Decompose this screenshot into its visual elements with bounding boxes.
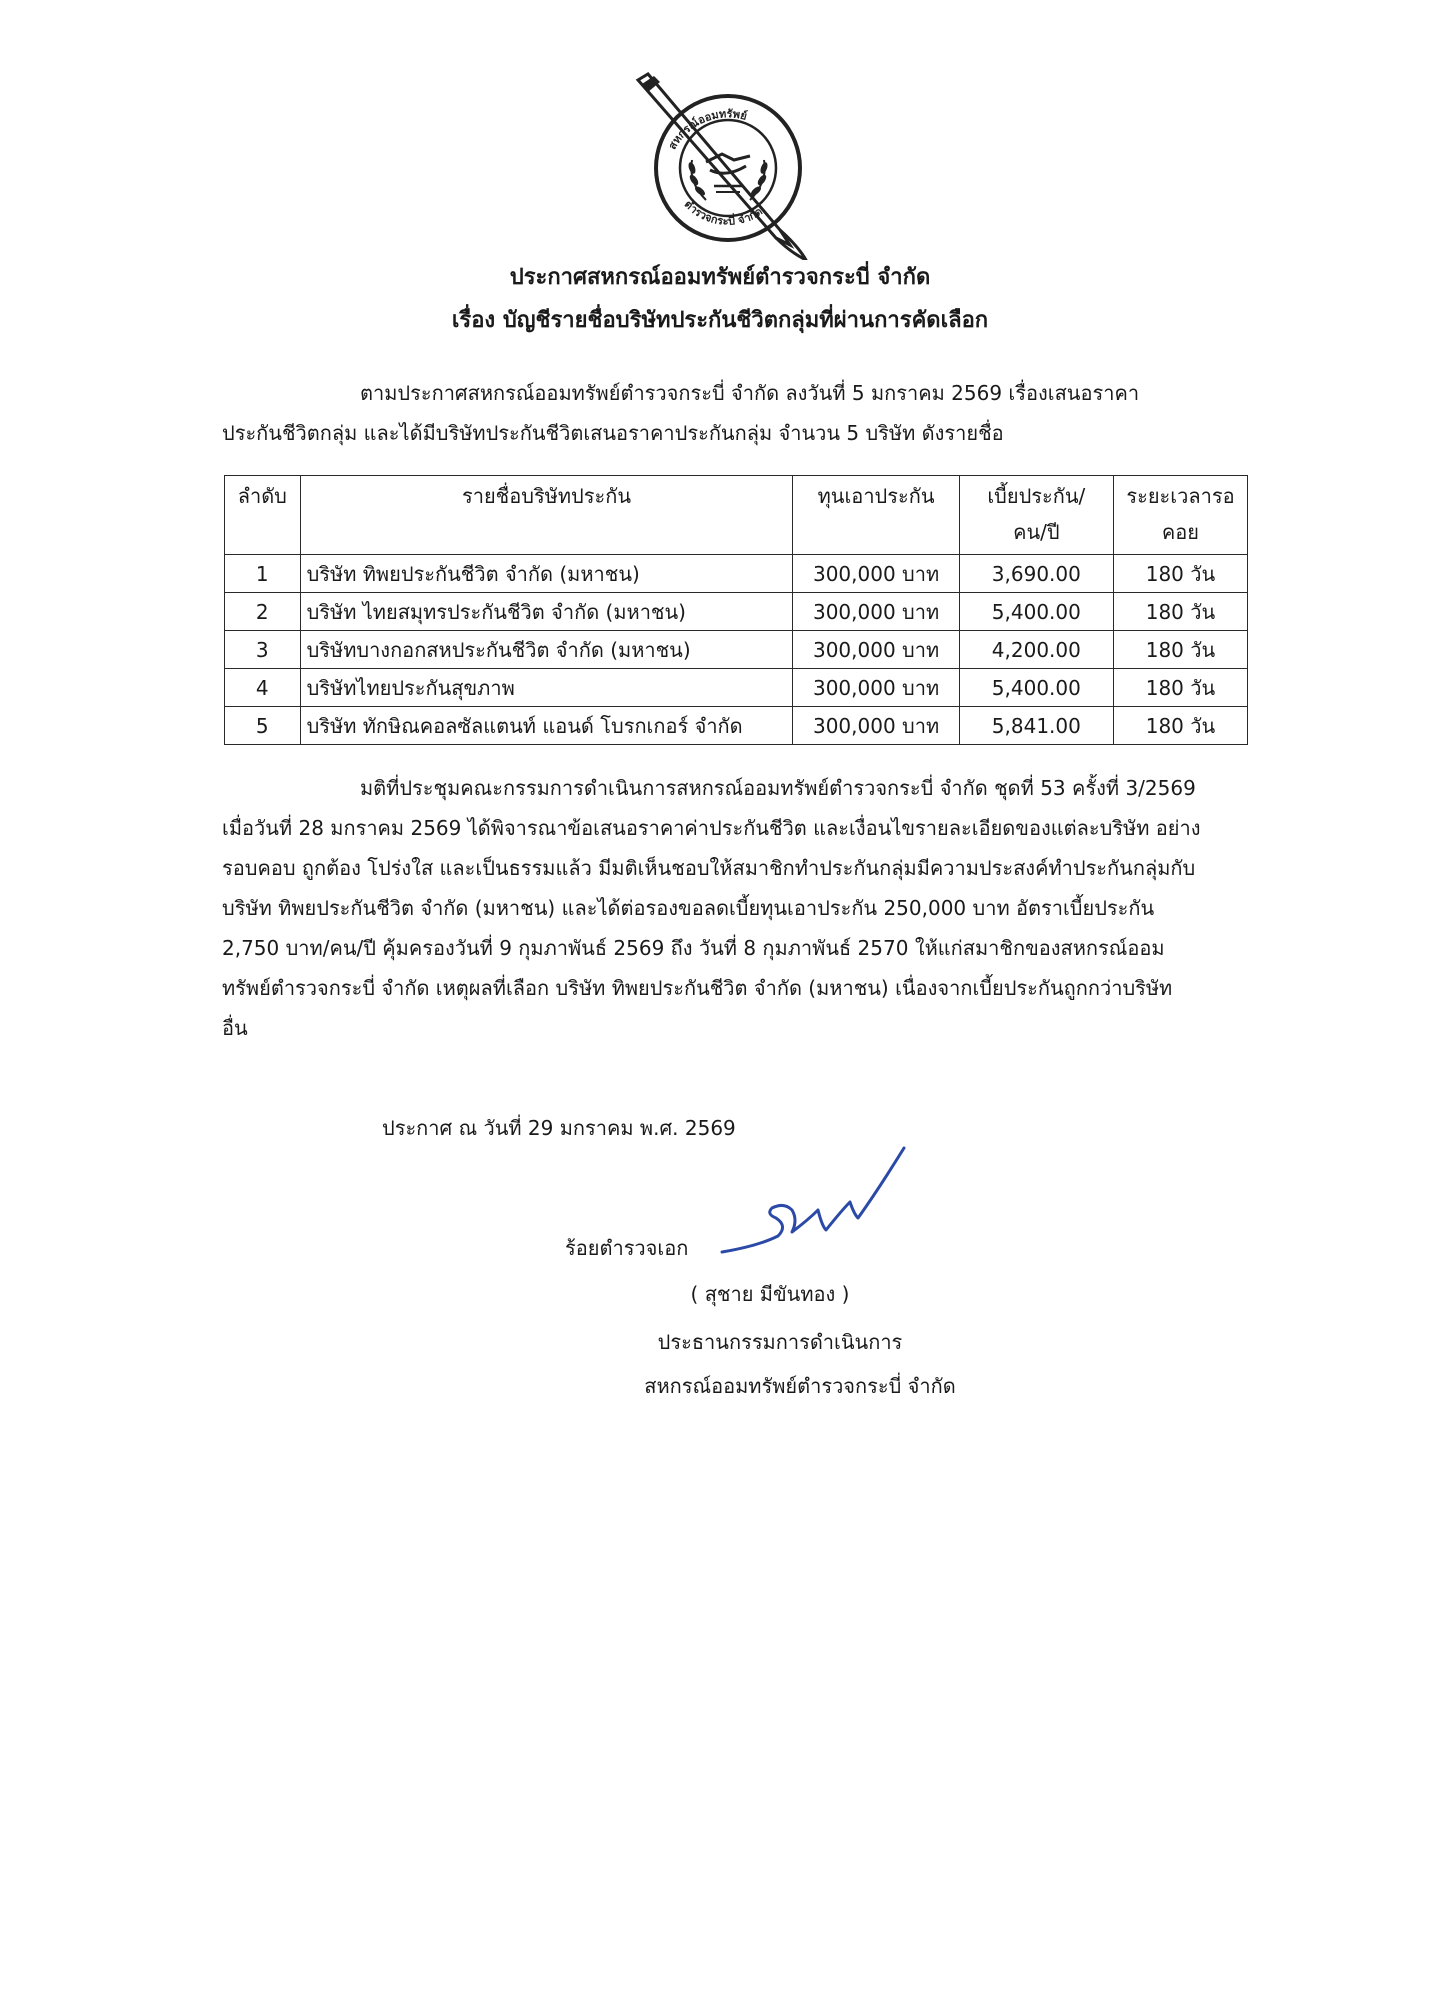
cell-premium: 5,400.00 bbox=[959, 669, 1113, 707]
cell-waiting-period: 180 วัน bbox=[1113, 631, 1247, 669]
cell-sum-insured: 300,000 บาท bbox=[793, 631, 959, 669]
document-title: ประกาศสหกรณ์ออมทรัพย์ตำรวจกระบี่ จำกัด bbox=[509, 265, 931, 290]
resolution-line-2: เมื่อวันที่ 28 มกราคม 2569 ได้พิจารณาข้อเสนอราคาค่าประกันชีวิต และเงื่อนไขรายละเอียดของแต่ละบริษัท อย่าง bbox=[222, 816, 1201, 840]
table-row bbox=[225, 669, 1248, 707]
resolution-line-3: รอบคอบ ถูกต้อง โปร่งใส และเป็นธรรมแล้ว มีมติเห็นชอบให้สมาชิกทำประกันกลุ่มมีความประสงค์ทำประกันกลุ่มกับ bbox=[222, 856, 1196, 880]
header-no: ลำดับ bbox=[225, 476, 301, 555]
announcement-date: ประกาศ ณ วันที่ 29 มกราคม พ.ศ. 2569 bbox=[382, 1116, 736, 1140]
signatory-position: ประธานกรรมการดำเนินการ bbox=[657, 1330, 903, 1354]
cell-company-name: บริษัท ไทยสมุทรประกันชีวิต จำกัด (มหาชน) bbox=[300, 593, 793, 631]
cell-premium: 5,400.00 bbox=[959, 593, 1113, 631]
header-waiting-line-2: คอย bbox=[1161, 520, 1200, 544]
header-waiting-line-1: ระยะเวลารอ bbox=[1126, 484, 1235, 508]
cell-no: 5 bbox=[225, 707, 301, 745]
resolution-paragraph bbox=[222, 768, 1232, 1048]
intro-line-2: ประกันชีวิตกลุ่ม และได้มีบริษัทประกันชีวิตเสนอราคาประกันกลุ่ม จำนวน 5 บริษัท ดังรายชื่อ bbox=[222, 421, 1004, 445]
signatory-organization: สหกรณ์ออมทรัพย์ตำรวจกระบี่ จำกัด bbox=[644, 1374, 956, 1398]
cell-waiting-period: 180 วัน bbox=[1113, 555, 1247, 593]
cell-company-name: บริษัท ทักษิณคอลซัลแตนท์ แอนด์ โบรกเกอร์ จำกัด bbox=[300, 707, 793, 745]
header-premium-line-1: เบี้ยประกัน/ bbox=[987, 484, 1086, 508]
table-row bbox=[225, 631, 1248, 669]
table-header-row bbox=[225, 476, 1248, 555]
header-company-name: รายชื่อบริษัทประกัน bbox=[300, 476, 793, 555]
cell-sum-insured: 300,000 บาท bbox=[793, 555, 959, 593]
cell-company-name: บริษัทไทยประกันสุขภาพ bbox=[300, 669, 793, 707]
header-sum-insured: ทุนเอาประกัน bbox=[793, 476, 959, 555]
table-row bbox=[225, 555, 1248, 593]
cell-no: 4 bbox=[225, 669, 301, 707]
table-row bbox=[225, 593, 1248, 631]
cell-waiting-period: 180 วัน bbox=[1113, 707, 1247, 745]
header-waiting-period bbox=[1113, 476, 1247, 555]
cell-waiting-period: 180 วัน bbox=[1113, 669, 1247, 707]
cell-no: 2 bbox=[225, 593, 301, 631]
header-premium-line-2: คน/ปี bbox=[1013, 520, 1060, 544]
svg-text:ตำรวจกระบี่ จำกัด: ตำรวจกระบี่ จำกัด bbox=[681, 197, 765, 228]
cooperative-seal-icon bbox=[630, 70, 820, 260]
cell-premium: 4,200.00 bbox=[959, 631, 1113, 669]
signatory-name: ( สุชาย มีขันทอง ) bbox=[690, 1282, 850, 1306]
cell-sum-insured: 300,000 บาท bbox=[793, 707, 959, 745]
cell-premium: 3,690.00 bbox=[959, 555, 1113, 593]
insurance-company-table bbox=[224, 475, 1248, 745]
signature-icon bbox=[718, 1140, 908, 1270]
signatory-rank: ร้อยตำรวจเอก bbox=[565, 1236, 689, 1260]
resolution-line-7: อื่น bbox=[222, 1016, 248, 1040]
cell-premium: 5,841.00 bbox=[959, 707, 1113, 745]
svg-text:สหกรณ์ออมทรัพย์: สหกรณ์ออมทรัพย์ bbox=[665, 107, 749, 152]
resolution-line-1: มติที่ประชุมคณะกรรมการดำเนินการสหกรณ์ออมทรัพย์ตำรวจกระบี่ จำกัด ชุดที่ 53 ครั้งที่ 3/2569 bbox=[360, 776, 1196, 800]
cell-sum-insured: 300,000 บาท bbox=[793, 669, 959, 707]
cell-company-name: บริษัทบางกอกสหประกันชีวิต จำกัด (มหาชน) bbox=[300, 631, 793, 669]
document-subject: เรื่อง บัญชีรายชื่อบริษัทประกันชีวิตกลุ่มที่ผ่านการคัดเลือก bbox=[451, 308, 989, 333]
cell-company-name: บริษัท ทิพยประกันชีวิต จำกัด (มหาชน) bbox=[300, 555, 793, 593]
header-premium bbox=[959, 476, 1113, 555]
cell-waiting-period: 180 วัน bbox=[1113, 593, 1247, 631]
cell-no: 1 bbox=[225, 555, 301, 593]
cell-no: 3 bbox=[225, 631, 301, 669]
intro-line-1: ตามประกาศสหกรณ์ออมทรัพย์ตำรวจกระบี่ จำกัด ลงวันที่ 5 มกราคม 2569 เรื่องเสนอราคา bbox=[360, 381, 1140, 405]
resolution-line-6: ทรัพย์ตำรวจกระบี่ จำกัด เหตุผลที่เลือก บริษัท ทิพยประกันชีวิต จำกัด (มหาชน) เนื่องจากเบี้ยประกันถูกกว่าบริษัท bbox=[222, 976, 1173, 1000]
table-row bbox=[225, 707, 1248, 745]
resolution-line-4: บริษัท ทิพยประกันชีวิต จำกัด (มหาชน) และได้ต่อรองขอลดเบี้ยทุนเอาประกัน 250,000 บาท อัตราเบี้ยประกัน bbox=[222, 896, 1155, 920]
resolution-line-5: 2,750 บาท/คน/ปี คุ้มครองวันที่ 9 กุมภาพันธ์ 2569 ถึง วันที่ 8 กุมภาพันธ์ 2570 ให้แก่สมาชิกของสหกรณ์ออม bbox=[222, 936, 1165, 960]
cell-sum-insured: 300,000 บาท bbox=[793, 593, 959, 631]
intro-paragraph bbox=[222, 373, 1232, 453]
